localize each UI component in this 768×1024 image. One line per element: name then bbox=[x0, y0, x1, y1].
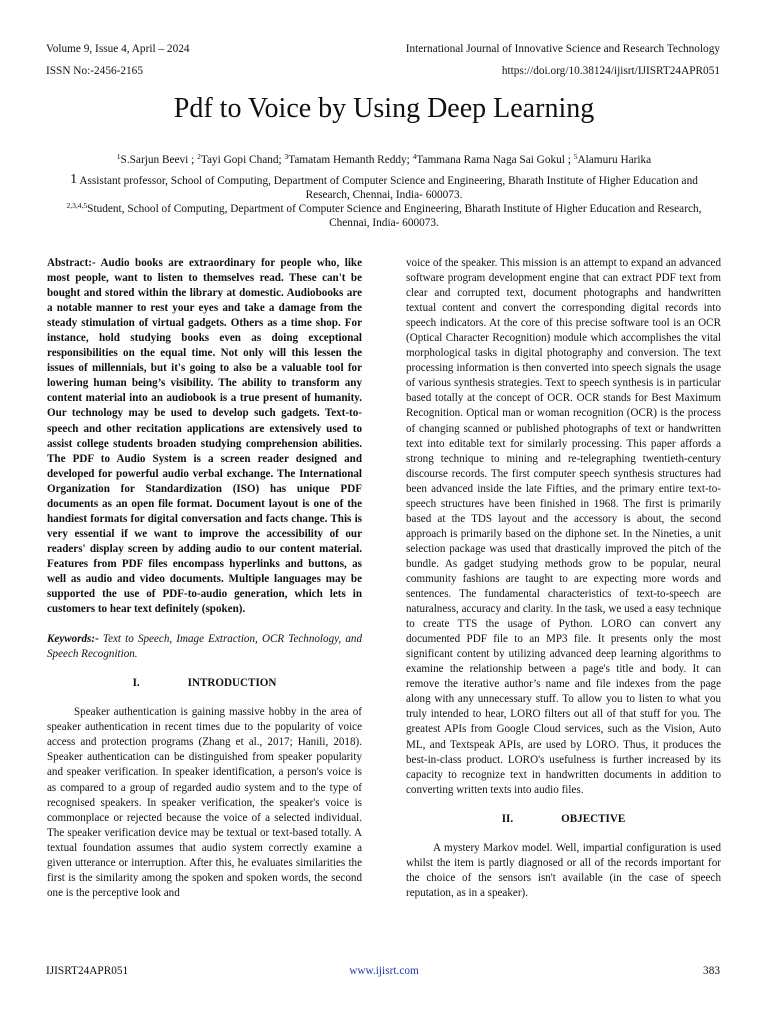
affiliation-1 bbox=[58, 173, 710, 202]
page-number: 383 bbox=[703, 965, 720, 977]
section-title: INTRODUCTION bbox=[187, 677, 277, 690]
author-list bbox=[40, 153, 728, 167]
volume-info: Volume 9, Issue 4, April – 2024 bbox=[46, 43, 190, 55]
affiliation-mark: 2,3,4,5 bbox=[66, 201, 88, 210]
left-column bbox=[47, 256, 362, 901]
affiliation-text: Student, School of Computing, Department of Computer Science and Engineering, Bharath Institute of Higher Education and Research, Chennai, India- 600073. bbox=[87, 203, 702, 229]
intro-paragraph-continued: voice of the speaker. This mission is an attempt to expand an advanced software program development engine that can extract PDF text from clear and corrupted text, document photographs and handwritten textual content and convert the corresponding digital records into speech indicators. At the core of this precise software tool is an OCR (Optical Character Recognition) module which accomplishes the vital morphological tasks in digital photography and conversion. The text processing information is then converted into speech signals the usage of various synthesis strategies. Text to speech synthesis is in particular based totally at the concept of OCR. OCR stands for Best Maximum Recognition. Optical man or woman recognition (OCR) is the process of changing scanned or published photographs of text or handwritten text into editable text for similarly processing. This paper affords a strong technique to mining and re-telegraphing twentieth-century discourse records. The first computer speech synthesis structures had been advanced inside the late Fifties, and the primary entire text-to-speech structures have been finished in 1968. The first is primarily based at the TDS layout and the accessory is about, the second approach is primarily based on the diphone set. In the Nineties, a unit selection package was used that drastically improved the pitch of the bundle. As gadget studying methods grow to be popular, neural community fashions are taught to are expecting more words and sentences. The fundamental characteristics of text-to-speech are naturalness, accuracy and clarity. In the task, we used a easy technique to create TTS the usage of Python. LORO can convert any documented PDF file to an MP3 file. It presents only the most significant content by utilizing advanced deep learning algorithms to examine the relationship between a page's title and body. It can remove the iterative author’s name and file indexes from the page along with any unnecessary stuff. To allow you to listen to what you truly intended to hear, LORO filters out all of that stuff for you. The greatest APIs from Google Cloud services, such as the Vision, Auto ML, and Textspeak APIs, are used by LORO. Thus, it produces the best-in-class product. LORO's usefulness is further increased by its capacity to recognize text in handwritten documents in addition to converting written texts into audio files. bbox=[406, 257, 721, 796]
abstract: Abstract:- Audio books are extraordinary for people who, like most people, want to listen to themselves read. These can't be bought and stored within the library at domestic. Audiobooks are a notable manner to rest your eyes and take a damage from the steady stimulation of virtual gadgets. Others as a time shop. For instance, hold studying books even as doing exceptional responsibilities on the equal time. Not only will this lessen the issues of millennials, but it's going to also be a valuable tool for lowering human being’s visibility. The ability to transform any content material into an audiobook is a true present of humanity. Our technology may be used to develop such gadgets. Text-to-speech and other recitation applications are extensively used to assist college students broaden studying comprehension abilities. The PDF to Audio System is a screen reader designed and developed for powerful audio verbal exchange. The International Organization for Standardization (ISO) has unique PDF documents as an open file format. Document layout is one of the handiest formats for digital conversation and facts change. This is very essential if we want to improve the accessibility of our readers' display screen by adding audio to our content material. Features from PDF files encompass hyperlinks and buttons, as well as audio and video documents. Multiple languages may be supported the use of PDF-to-audio generation, which lets in customers to hear text definitely (spoken). bbox=[47, 257, 362, 616]
keywords-text: Text to Speech, Image Extraction, OCR Technology, and Speech Recognition. bbox=[47, 633, 362, 661]
author-3: $^3$Tamatam Hemanth Reddy; bbox=[284, 152, 413, 166]
author-4: $^4$Tammana Rama Naga Sai Gokul ; bbox=[412, 152, 574, 166]
objective-paragraph: A mystery Markov model. Well, impartial configuration is used whilst the item is partly diagnosed or all of the records important for the choice of the sensors isn't available (in the case of speech reputation, as in a speaker). bbox=[406, 841, 721, 899]
section-number: II. bbox=[501, 812, 514, 825]
right-column bbox=[406, 256, 721, 901]
keywords-label: Keywords:- bbox=[47, 633, 99, 646]
section-heading-objective bbox=[406, 812, 721, 827]
section-heading-introduction bbox=[47, 676, 362, 691]
section-number: I. bbox=[132, 677, 140, 690]
footer-website-link[interactable]: www.ijisrt.com bbox=[349, 965, 419, 977]
affiliation-text: Assistant professor, School of Computing, Department of Computer Science and Engineering, Bharath Institute of Higher Education and Research, Chennai, India- 600073. bbox=[79, 175, 698, 201]
section-title: OBJECTIVE bbox=[561, 812, 626, 825]
affiliation-mark: 1 bbox=[70, 172, 78, 187]
journal-name: International Journal of Innovative Science and Research Technology bbox=[405, 43, 720, 55]
doi-link[interactable]: https://doi.org/10.38124/ijisrt/IJISRT24APR051 bbox=[501, 65, 720, 77]
author-1: $^1$S.Sarjun Beevi ; bbox=[116, 152, 198, 166]
footer-paper-id: IJISRT24APR051 bbox=[46, 965, 129, 977]
author-2: $^2$Tayi Gopi Chand; bbox=[197, 152, 285, 166]
affiliation-2 bbox=[48, 202, 720, 230]
paper-title: Pdf to Voice by Using Deep Learning bbox=[173, 93, 595, 124]
author-5: $^5$Alamuru Harika bbox=[573, 152, 652, 166]
keywords bbox=[47, 632, 362, 662]
issn: ISSN No:-2456-2165 bbox=[46, 65, 143, 77]
intro-paragraph: Speaker authentication is gaining massive hobby in the area of speaker authentication in recent times due to the popularity of voice access and protection programs (Zhang et al., 2017; Hanili, 2018). Speaker authentication can be distinguished from speaker popularity and speaker verification. In speaker identification, a person's voice is as compared to a group of regarded audio system and to the type of recognised speakers. In speaker verification, the speaker's voice is commonplace or rejected because the voice of a selected individual. The speaker verification device may be textual or text-based totally. A textual foundation assumes that audio system correctly examine a given utterance or interruption. After this, he evaluates similarities the first is the similarity among the spoken and spoken words, the second one is the perceptive look and bbox=[47, 706, 362, 899]
